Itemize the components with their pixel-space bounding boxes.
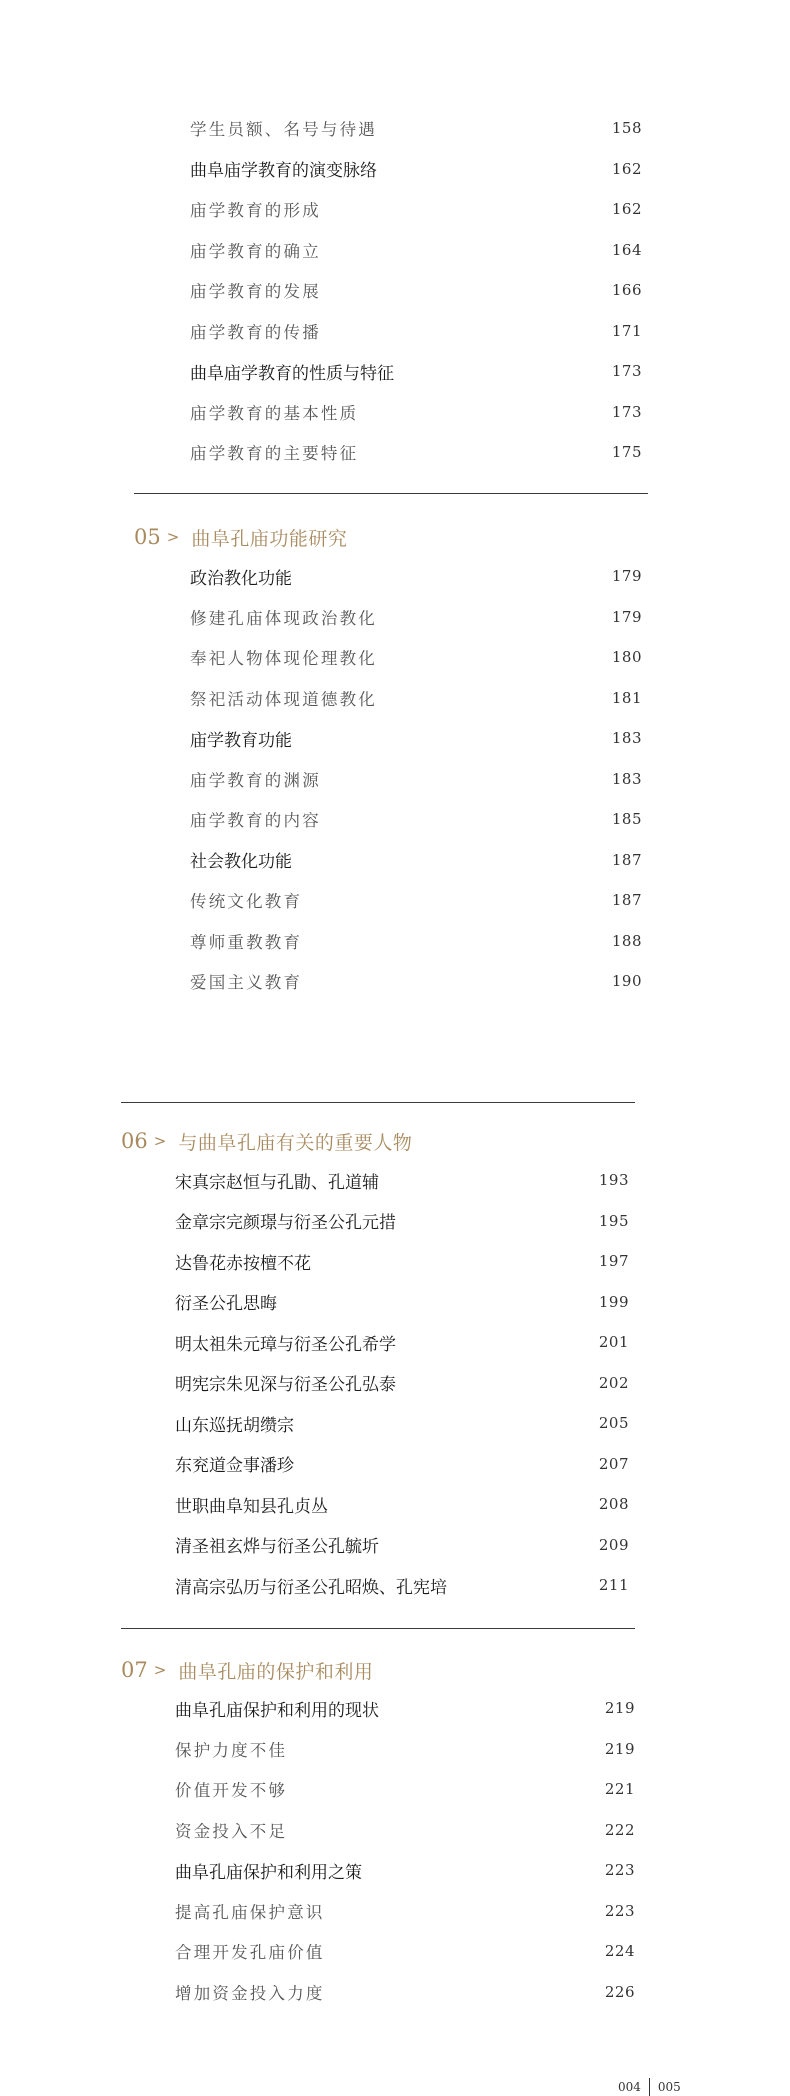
toc-page-number: 224 bbox=[604, 1942, 635, 1960]
toc-entry[interactable] bbox=[175, 1160, 629, 1200]
toc-entry[interactable] bbox=[175, 1688, 635, 1728]
toc-page-number: 219 bbox=[604, 1739, 635, 1758]
toc-entry-title: 世职曲阜知县孔贞丛 bbox=[175, 1496, 328, 1517]
toc-page-number: 166 bbox=[611, 281, 642, 299]
toc-entry-title: 传统文化教育 bbox=[190, 892, 303, 911]
chapter-title: 曲阜孔庙的保护和利用 bbox=[178, 1660, 374, 1683]
toc-page-number: 171 bbox=[611, 321, 642, 340]
toc-entry[interactable] bbox=[190, 840, 642, 880]
toc-entry-title: 庙学教育的确立 bbox=[190, 241, 321, 261]
toc-page-number: 201 bbox=[598, 1333, 629, 1351]
toc-entry[interactable] bbox=[190, 880, 642, 920]
toc-page-number: 179 bbox=[611, 567, 642, 585]
page-folio bbox=[618, 2078, 681, 2096]
toc-entry[interactable] bbox=[175, 1850, 635, 1890]
toc-page-number: 226 bbox=[604, 1982, 635, 2001]
toc-entry-title: 庙学教育的渊源 bbox=[190, 770, 321, 790]
toc-entry-title: 金章宗完颜璟与衍圣公孔元措 bbox=[175, 1213, 396, 1233]
chapter-05-entries bbox=[190, 556, 642, 1006]
toc-entry[interactable] bbox=[175, 1972, 635, 2012]
toc-entry[interactable] bbox=[175, 1931, 635, 1971]
toc-entry-title: 爱国主义教育 bbox=[190, 973, 303, 992]
toc-entry-title: 合理开发孔庙价值 bbox=[175, 1943, 325, 1962]
toc-entry-title: 社会教化功能 bbox=[190, 852, 292, 872]
chapter-number: 05 bbox=[134, 525, 161, 549]
toc-page-number: 190 bbox=[611, 972, 642, 990]
toc-entry[interactable] bbox=[190, 432, 642, 472]
toc-page-number: 158 bbox=[611, 119, 642, 137]
toc-entry[interactable] bbox=[175, 1282, 629, 1322]
toc-page-number: 181 bbox=[611, 688, 642, 707]
chapter-number: 07 bbox=[121, 1658, 148, 1682]
toc-entry-title: 曲阜庙学教育的演变脉络 bbox=[190, 161, 377, 181]
toc-entry[interactable] bbox=[175, 1363, 629, 1403]
toc-page-number: 162 bbox=[611, 200, 642, 218]
toc-entry-title: 衍圣公孔思晦 bbox=[175, 1294, 277, 1314]
toc-page-number: 187 bbox=[611, 850, 642, 869]
toc-page-number: 209 bbox=[598, 1535, 629, 1554]
toc-entry[interactable] bbox=[190, 351, 642, 391]
toc-entry-title: 保护力度不佳 bbox=[175, 1740, 288, 1760]
toc-entry-title: 宋真宗赵恒与孔勖、孔道辅 bbox=[175, 1172, 379, 1193]
toc-entry[interactable] bbox=[190, 270, 642, 310]
toc-entry[interactable] bbox=[190, 189, 642, 229]
toc-entry[interactable] bbox=[190, 556, 642, 596]
toc-page-number: 162 bbox=[611, 159, 642, 178]
toc-entry-title: 庙学教育的主要特征 bbox=[190, 444, 359, 463]
toc-page-number: 223 bbox=[604, 1861, 635, 1879]
toc-entry[interactable] bbox=[190, 597, 642, 637]
toc-entry-title: 东兖道佥事潘珍 bbox=[175, 1456, 294, 1476]
toc-page-number: 183 bbox=[611, 769, 642, 788]
toc-entry[interactable] bbox=[190, 230, 642, 270]
chapter-07-entries bbox=[175, 1688, 635, 2018]
chapter-title: 与曲阜孔庙有关的重要人物 bbox=[178, 1131, 413, 1154]
toc-entry-title: 庙学教育的内容 bbox=[190, 811, 321, 830]
toc-entry-title: 庙学教育的形成 bbox=[190, 201, 321, 220]
toc-page-number: 188 bbox=[611, 931, 642, 950]
chevron-right-icon: > bbox=[153, 1132, 167, 1150]
toc-entry[interactable] bbox=[175, 1810, 635, 1850]
toc-page-number: 223 bbox=[604, 1901, 635, 1920]
toc-entry-title: 曲阜孔庙保护和利用之策 bbox=[175, 1862, 362, 1883]
toc-entry-title: 学生员额、名号与待遇 bbox=[190, 120, 377, 139]
toc-entry[interactable] bbox=[175, 1891, 635, 1931]
toc-entry-title: 修建孔庙体现政治教化 bbox=[190, 608, 377, 628]
section-divider bbox=[134, 493, 648, 494]
toc-page-number: 197 bbox=[598, 1252, 629, 1270]
chapter-06-heading[interactable] bbox=[121, 1126, 412, 1156]
toc-page-number: 164 bbox=[611, 240, 642, 259]
folio-right-number: 005 bbox=[657, 2080, 681, 2094]
toc-page-number: 187 bbox=[611, 891, 642, 909]
toc-entry[interactable] bbox=[190, 759, 642, 799]
toc-page-number: 185 bbox=[611, 810, 642, 828]
toc-entry[interactable] bbox=[175, 1444, 629, 1484]
toc-page-number: 208 bbox=[598, 1495, 629, 1513]
toc-page-number: 193 bbox=[598, 1171, 629, 1189]
toc-entry-title: 祭祀活动体现道德教化 bbox=[190, 689, 377, 709]
toc-entry[interactable] bbox=[175, 1201, 629, 1241]
toc-entry[interactable] bbox=[175, 1729, 635, 1769]
toc-entry[interactable] bbox=[190, 961, 642, 1001]
folio-left-number: 004 bbox=[618, 2080, 641, 2094]
folio-divider bbox=[649, 2078, 650, 2096]
toc-page-number: 205 bbox=[598, 1414, 629, 1432]
toc-entry-title: 庙学教育的基本性质 bbox=[190, 403, 359, 423]
chapter-05-heading[interactable] bbox=[134, 522, 347, 552]
toc-page-number: 211 bbox=[598, 1576, 629, 1594]
toc-entry-title: 庙学教育的传播 bbox=[190, 322, 321, 342]
toc-entry-title: 曲阜庙学教育的性质与特征 bbox=[190, 363, 394, 384]
toc-entry[interactable] bbox=[175, 1241, 629, 1281]
toc-entry[interactable] bbox=[190, 921, 642, 961]
toc-entry-title: 价值开发不够 bbox=[175, 1781, 288, 1800]
toc-entry[interactable] bbox=[175, 1403, 629, 1443]
toc-page-number: 173 bbox=[611, 362, 642, 380]
toc-entry-title: 清圣祖玄烨与衍圣公孔毓圻 bbox=[175, 1537, 379, 1557]
chapter-title: 曲阜孔庙功能研究 bbox=[191, 527, 348, 550]
toc-entry-title: 奉祀人物体现伦理教化 bbox=[190, 649, 377, 668]
chapter-07-heading[interactable] bbox=[121, 1655, 373, 1685]
toc-entry[interactable] bbox=[190, 311, 642, 351]
toc-continued-list bbox=[190, 108, 642, 478]
toc-entry[interactable] bbox=[190, 799, 642, 839]
toc-entry-title: 政治教化功能 bbox=[190, 568, 292, 589]
toc-page-number: 195 bbox=[598, 1211, 629, 1230]
toc-entry[interactable] bbox=[190, 149, 642, 189]
toc-page-number: 175 bbox=[611, 443, 642, 461]
toc-entry-title: 山东巡抚胡缵宗 bbox=[175, 1415, 294, 1436]
toc-entry[interactable] bbox=[175, 1769, 635, 1809]
toc-entry[interactable] bbox=[190, 392, 642, 432]
toc-entry[interactable] bbox=[190, 108, 642, 148]
chapter-06-entries bbox=[175, 1160, 629, 1610]
toc-entry[interactable] bbox=[175, 1322, 629, 1362]
toc-entry[interactable] bbox=[190, 678, 642, 718]
toc-page-number: 180 bbox=[611, 648, 642, 666]
toc-entry-title: 达鲁花赤按檀不花 bbox=[175, 1253, 311, 1274]
toc-entry-title: 庙学教育的发展 bbox=[190, 282, 321, 301]
toc-entry[interactable] bbox=[190, 718, 642, 758]
toc-page-number: 199 bbox=[598, 1292, 629, 1311]
toc-page-number: 222 bbox=[604, 1820, 635, 1839]
toc-entry-title: 庙学教育功能 bbox=[190, 730, 292, 751]
chapter-number: 06 bbox=[121, 1129, 148, 1153]
toc-entry[interactable] bbox=[190, 637, 642, 677]
section-divider bbox=[121, 1628, 635, 1629]
toc-entry-title: 资金投入不足 bbox=[175, 1821, 288, 1841]
chevron-right-icon: > bbox=[153, 1661, 167, 1679]
toc-entry-title: 清高宗弘历与衍圣公孔昭焕、孔宪培 bbox=[175, 1577, 447, 1598]
chevron-right-icon: > bbox=[166, 528, 180, 546]
toc-entry-title: 提高孔庙保护意识 bbox=[175, 1902, 325, 1922]
toc-page-number: 219 bbox=[604, 1699, 635, 1717]
toc-page-number: 183 bbox=[611, 729, 642, 747]
toc-entry-title: 明宪宗朱见深与衍圣公孔弘泰 bbox=[175, 1375, 396, 1395]
toc-page-number: 179 bbox=[611, 607, 642, 626]
toc-entry-title: 尊师重教教育 bbox=[190, 932, 303, 952]
toc-entry[interactable] bbox=[175, 1484, 629, 1524]
toc-entry-title: 明太祖朱元璋与衍圣公孔希学 bbox=[175, 1334, 396, 1355]
toc-entry[interactable] bbox=[175, 1525, 629, 1565]
toc-entry-title: 曲阜孔庙保护和利用的现状 bbox=[175, 1700, 379, 1721]
toc-page-number: 221 bbox=[604, 1780, 635, 1798]
toc-entry[interactable] bbox=[175, 1565, 629, 1605]
section-divider bbox=[121, 1102, 635, 1103]
toc-page-number: 173 bbox=[611, 402, 642, 421]
toc-page-number: 207 bbox=[598, 1454, 629, 1473]
toc-entry-title: 增加资金投入力度 bbox=[175, 1983, 325, 2003]
toc-page-number: 202 bbox=[598, 1373, 629, 1392]
